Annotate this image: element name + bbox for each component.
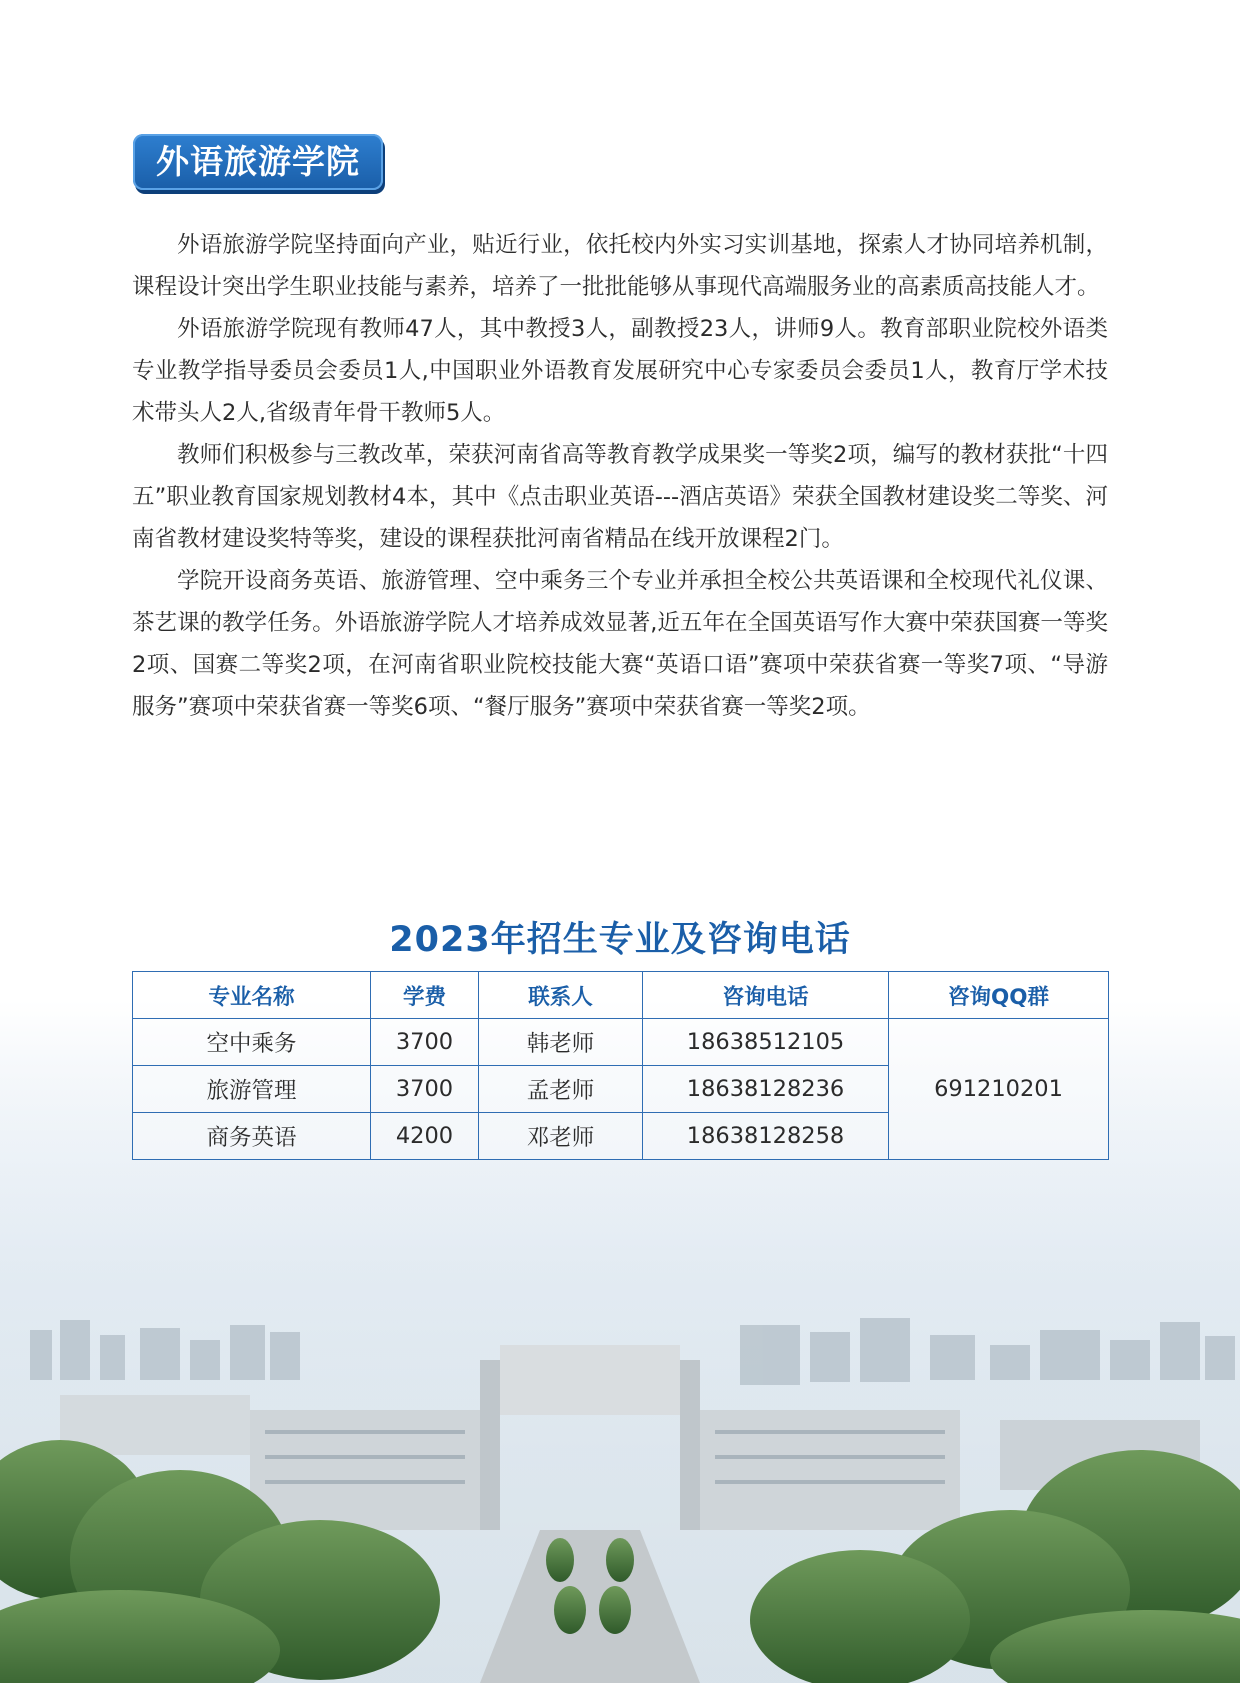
paragraph-faculty: 外语旅游学院现有教师47人，其中教授3人，副教授23人，讲师9人。教育部职业院校外语类专业教学指导委员会委员1人,中国职业外语教育发展研究中心专家委员会委员1人，教育厅学术技术带头人2人,省级青年骨干教师5人。 [132, 316, 1108, 426]
header-phone: 咨询电话 [643, 972, 889, 1019]
paragraph-achievements: 教师们积极参与三教改革，荣获河南省高等教育教学成果奖一等奖2项，编写的教材获批“十四五”职业教育国家规划教材4本，其中《点击职业英语---酒店英语》荣获全国教材建设奖二等奖、河南省教材建设奖特等奖，建设的课程获批河南省精品在线开放课程2门。 [132, 442, 1108, 552]
cell-contact: 韩老师 [479, 1019, 643, 1066]
table-header-row [133, 972, 1109, 1019]
header-fee: 学费 [371, 972, 479, 1019]
section-title: 外语旅游学院 [133, 134, 383, 190]
cell-fee: 4200 [371, 1113, 479, 1160]
cell-fee: 3700 [371, 1066, 479, 1113]
cell-major: 商务英语 [133, 1113, 371, 1160]
cell-fee: 3700 [371, 1019, 479, 1066]
cell-major: 空中乘务 [133, 1019, 371, 1066]
cell-phone: 18638128258 [643, 1113, 889, 1160]
intro-text [132, 224, 1108, 728]
cell-phone: 18638512105 [643, 1019, 889, 1066]
header-qq: 咨询QQ群 [889, 972, 1109, 1019]
header-major: 专业名称 [133, 972, 371, 1019]
paragraph-overview: 外语旅游学院坚持面向产业，贴近行业，依托校内外实习实训基地，探索人才协同培养机制，课程设计突出学生职业技能与素养，培养了一批批能够从事现代高端服务业的高素质高技能人才。 [132, 232, 1108, 300]
paragraph-majors: 学院开设商务英语、旅游管理、空中乘务三个专业并承担全校公共英语课和全校现代礼仪课、茶艺课的教学任务。外语旅游学院人才培养成效显著,近五年在全国英语写作大赛中荣获国赛一等奖2项、国赛二等奖2项，在河南省职业院校技能大赛“英语口语”赛项中荣获省赛一等奖7项、“导游服务”赛项中荣获省赛一等奖6项、“餐厅服务”赛项中荣获省赛一等奖2项。 [132, 568, 1108, 720]
cell-contact: 孟老师 [479, 1066, 643, 1113]
table-row [133, 1019, 1109, 1066]
cell-major: 旅游管理 [133, 1066, 371, 1113]
cell-qq-group: 691210201 [889, 1019, 1109, 1160]
cell-contact: 邓老师 [479, 1113, 643, 1160]
header-contact: 联系人 [479, 972, 643, 1019]
table-title: 2023年招生专业及咨询电话 [389, 920, 851, 960]
cell-phone: 18638128236 [643, 1066, 889, 1113]
admissions-table [132, 971, 1109, 1160]
